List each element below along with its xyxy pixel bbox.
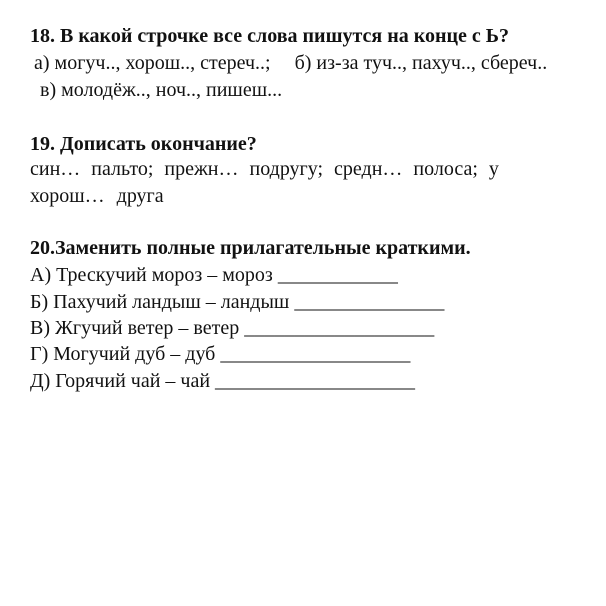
question-20-item-b: Б) Пахучий ландыш – ландыш _______________ (30, 291, 445, 313)
question-20-item-g: Г) Могучий дуб – дуб ___________________ (30, 343, 411, 365)
option-b: б) из-за туч.., пахуч.., сбереч.. (294, 52, 548, 74)
question-19-word: друга (116, 185, 164, 207)
question-20-item-a: А) Трескучий мороз – мороз ____________ (30, 264, 398, 286)
question-19-word: хорош… (30, 185, 105, 207)
option-v: в) молодёж.., ноч.., пишеш... (40, 79, 283, 101)
question-19-line-1: син… пальто; прежн… подругу; средн… полоса; у (30, 158, 499, 180)
option-a: а) могуч.., хорош.., стереч..; (34, 52, 271, 74)
question-19-title: 19. Дописать окончание? (30, 133, 257, 155)
question-19-line-2 (30, 184, 164, 208)
question-20-item-v: В) Жгучий ветер – ветер ___________________ (30, 317, 435, 339)
question-20-title: 20.Заменить полные прилагательные краткими. (30, 237, 471, 259)
question-20-item-d: Д) Горячий чай – чай ____________________ (30, 370, 416, 392)
question-18-title: 18. В какой строчке все слова пишутся на конце с Ь? (30, 25, 510, 47)
question-18-options-row-1 (34, 51, 547, 75)
